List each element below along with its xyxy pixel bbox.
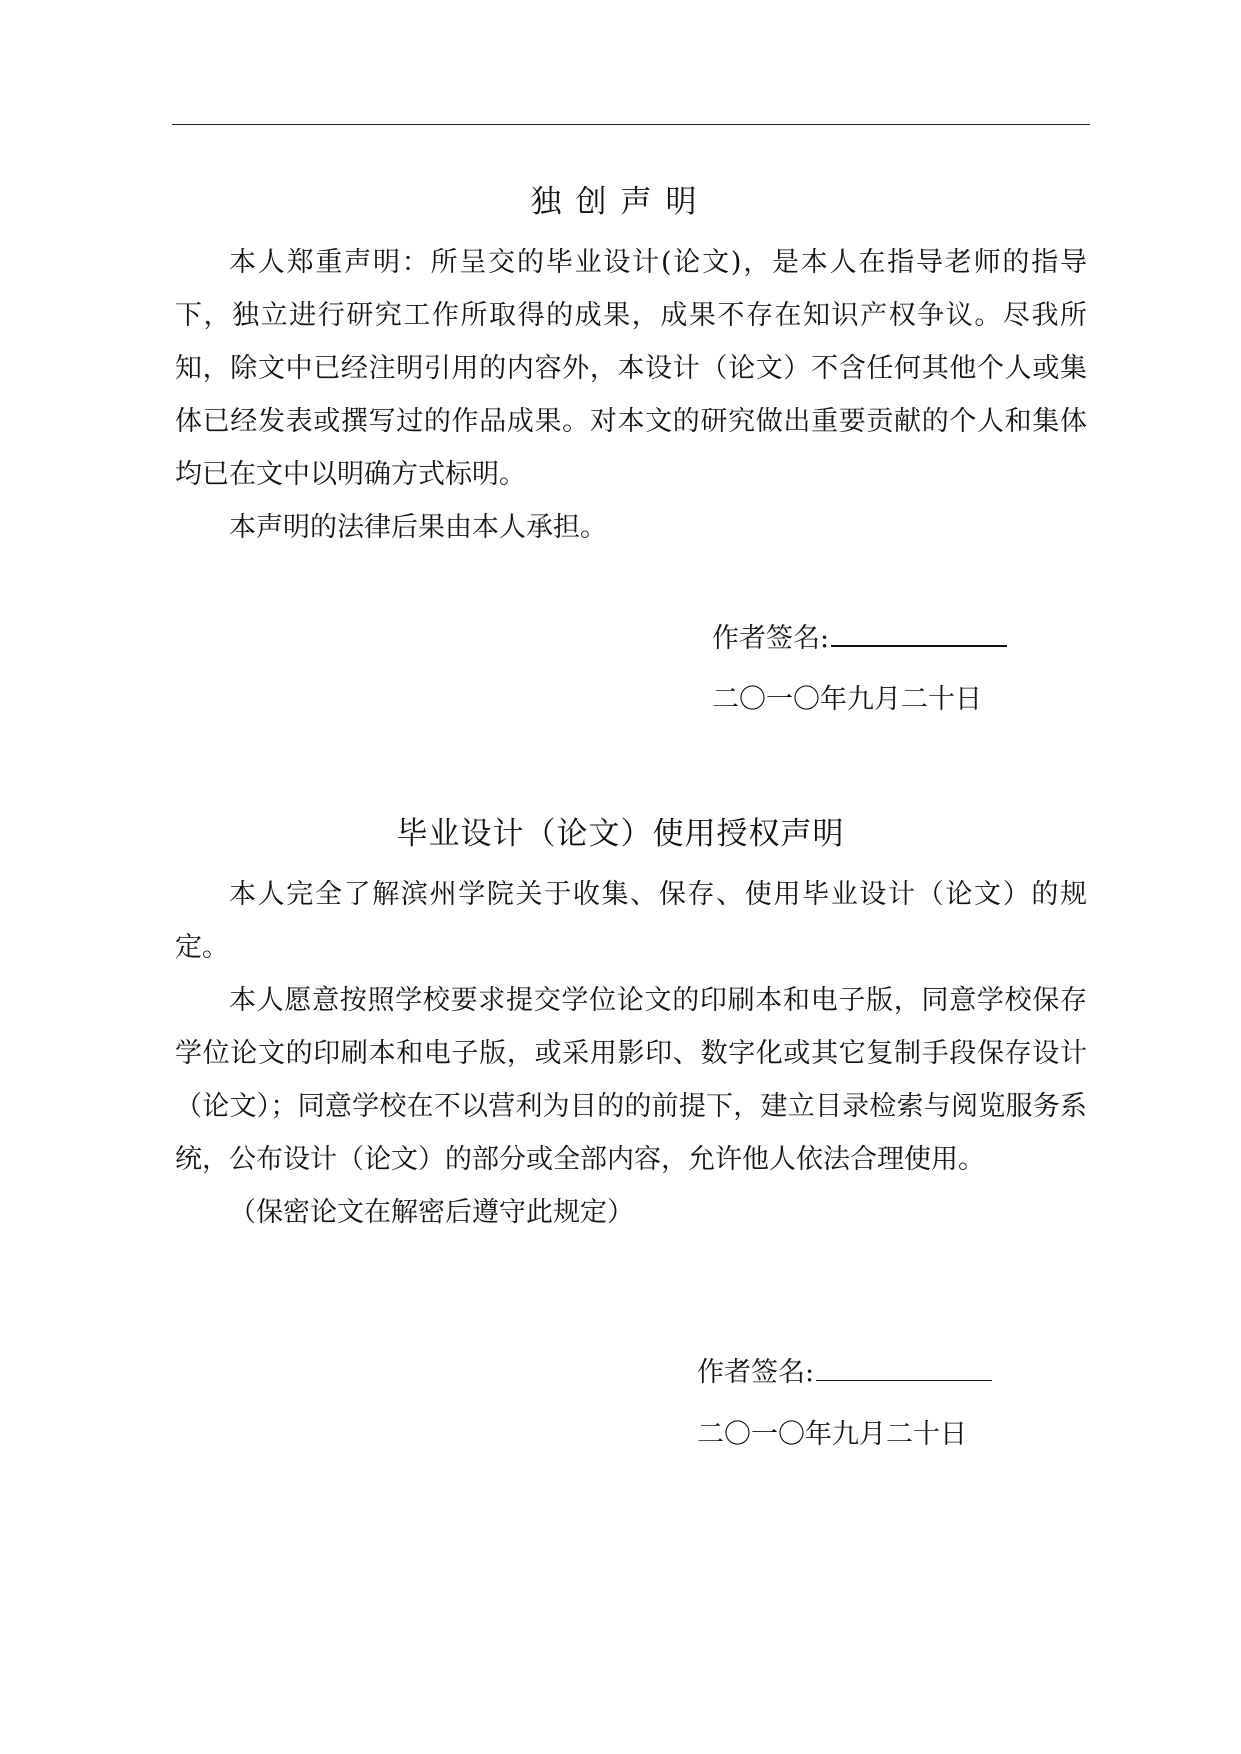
- header-rule: [172, 124, 1090, 125]
- signature-blank-line: [831, 617, 1007, 647]
- signature-blank-line: [816, 1352, 992, 1381]
- declaration-paragraph: 本人郑重声明：所呈交的毕业设计(论文)，是本人在指导老师的指导下，独立进行研究工作所取得的成果，成果不存在知识产权争议。尽我所知，除文中已经注明引用的内容外，本设计（论文）不含任何其他个人或集体已经发表或撰写过的作品成果。对本文的研究做出重要贡献的个人和集体均已在文中以明确方式标明。: [175, 247, 1087, 490]
- authorization-paragraph: 本人愿意按照学校要求提交学位论文的印刷本和电子版，同意学校保存学位论文的印刷本和电子版，或采用影印、数字化或其它复制手段保存设计（论文）；同意学校在不以营利为目的的前提下，建立目录检索与阅览服务系统，公布设计（论文）的部分或全部内容，允许他人依法合理使用。: [175, 985, 1087, 1175]
- declaration-paragraph: 本声明的法律后果由本人承担。: [229, 512, 607, 543]
- declaration-title: 独创声明: [530, 184, 711, 220]
- authorization-paragraph: （保密论文在解密后遵守此规定）: [229, 1197, 634, 1228]
- signature-label: 作者签名:: [712, 623, 830, 654]
- declaration-body: [175, 236, 1087, 554]
- authorization-title: 毕业设计（论文）使用授权声明: [396, 816, 845, 852]
- authorization-body: [175, 868, 1087, 1239]
- declaration-signature: [712, 617, 1007, 659]
- authorization-date: 二〇一〇年九月二十日: [697, 1419, 967, 1450]
- signature-label: 作者签名:: [697, 1357, 815, 1388]
- declaration-date: 二〇一〇年九月二十日: [712, 684, 982, 715]
- authorization-paragraph: 本人完全了解滨州学院关于收集、保存、使用毕业设计（论文）的规定。: [175, 879, 1087, 963]
- authorization-signature: [697, 1352, 992, 1393]
